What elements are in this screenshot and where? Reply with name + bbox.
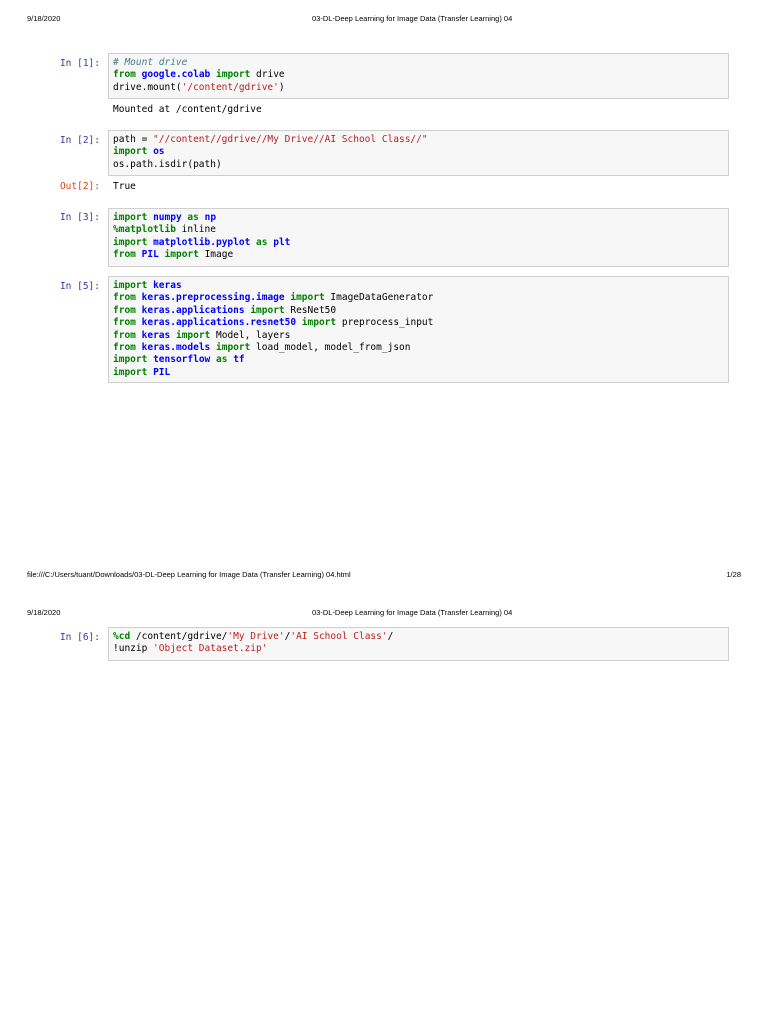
input-prompt: In [1]: <box>59 58 100 69</box>
code-token: import <box>113 146 148 158</box>
code-token: 'My Drive' <box>227 631 285 642</box>
code-token: import <box>113 280 148 291</box>
code-token: load_model, model_from_json <box>250 342 411 354</box>
print-title: 03-DL-Deep Learning for Image Data (Transfer Learning) 04 <box>312 608 513 617</box>
code-line <box>113 292 724 304</box>
code-token: PIL <box>141 249 159 261</box>
code-token: ImageDataGenerator <box>324 292 434 304</box>
code-token: 'Object Dataset.zip' <box>153 643 268 655</box>
code-token: import <box>113 354 148 366</box>
code-token: preprocess_input <box>336 317 434 329</box>
code-token: inline <box>175 224 216 236</box>
code-token: path = <box>113 134 154 145</box>
code-line <box>113 212 724 224</box>
code-token: import <box>164 249 199 261</box>
code-token: from <box>113 292 136 304</box>
code-token: / <box>387 631 394 642</box>
code-cell[interactable] <box>108 276 729 383</box>
code-token: /content/gdrive/ <box>130 631 228 642</box>
code-token: %matplotlib <box>113 224 176 236</box>
code-token: 'AI School Class' <box>290 631 388 642</box>
code-token: import <box>113 236 148 248</box>
code-token: as <box>187 212 199 223</box>
code-line <box>113 631 724 643</box>
code-line <box>113 305 724 317</box>
code-token: import <box>216 69 251 81</box>
code-token: tensorflow <box>153 354 211 366</box>
code-token: plt <box>273 236 291 248</box>
code-token: os.path.isdir(path) <box>113 158 222 170</box>
code-token: np <box>204 212 217 223</box>
code-token: numpy <box>153 212 182 223</box>
cell-output: Mounted at /content/gdrive <box>113 104 262 115</box>
code-token: ResNet50 <box>284 304 337 316</box>
output-prompt: Out[2]: <box>59 181 100 192</box>
code-line <box>113 342 724 354</box>
code-block <box>113 280 724 379</box>
code-token: import <box>216 342 251 354</box>
code-block <box>113 57 724 94</box>
code-token: # Mount drive <box>113 57 188 68</box>
code-token: ) <box>278 81 285 93</box>
code-token: keras <box>141 329 171 341</box>
code-cell[interactable] <box>108 627 729 661</box>
code-token: PIL <box>153 366 171 378</box>
print-page-number: 1/28 <box>726 570 741 579</box>
input-prompt: In [3]: <box>59 212 100 223</box>
code-cell[interactable] <box>108 130 729 176</box>
code-line <box>113 317 724 329</box>
code-cell[interactable] <box>108 208 729 267</box>
code-token: import <box>113 212 148 223</box>
code-token: from <box>113 317 136 329</box>
code-token: keras.models <box>141 342 211 354</box>
code-token: import <box>301 317 337 329</box>
code-token: drive <box>250 69 285 81</box>
code-token: from <box>113 69 136 81</box>
print-date: 9/18/2020 <box>27 608 61 617</box>
code-line <box>113 354 724 366</box>
input-prompt: In [2]: <box>59 135 100 146</box>
code-token: Image <box>198 249 234 261</box>
code-block <box>113 134 724 171</box>
code-block <box>113 212 724 262</box>
code-line <box>113 57 724 69</box>
code-line <box>113 134 724 146</box>
print-title: 03-DL-Deep Learning for Image Data (Transfer Learning) 04 <box>312 14 513 23</box>
code-token: tf <box>233 354 245 366</box>
code-line <box>113 224 724 236</box>
print-footer-path: file:///C:/Users/tuant/Downloads/03-DL-Deep Learning for Image Data (Transfer Learning) 04.html <box>27 570 351 579</box>
code-token: keras.applications <box>141 304 245 316</box>
code-line <box>113 82 724 94</box>
code-token: keras <box>153 280 182 291</box>
code-token: import <box>113 366 148 378</box>
code-token: "//content//gdrive//My Drive//AI School Class//" <box>153 134 428 145</box>
code-line <box>113 367 724 379</box>
code-line <box>113 330 724 342</box>
code-token: / <box>284 631 291 642</box>
code-token: import <box>175 329 211 341</box>
code-line <box>113 159 724 171</box>
print-date: 9/18/2020 <box>27 14 61 23</box>
code-line <box>113 146 724 158</box>
code-token: !unzip <box>113 643 154 655</box>
code-line <box>113 249 724 261</box>
code-token: %cd <box>113 631 131 642</box>
code-token: google.colab <box>141 69 211 81</box>
code-token: from <box>113 342 136 354</box>
code-token: '/content/gdrive' <box>181 81 279 93</box>
code-line <box>113 237 724 249</box>
code-token: from <box>113 304 136 316</box>
cell-output: True <box>113 181 136 192</box>
input-prompt: In [6]: <box>59 632 100 643</box>
code-token: os <box>153 146 165 158</box>
code-cell[interactable] <box>108 53 729 99</box>
code-token: import <box>290 292 325 304</box>
code-token: keras.preprocessing.image <box>141 292 285 304</box>
input-prompt: In [5]: <box>59 281 100 292</box>
code-token: as <box>216 354 228 366</box>
code-line <box>113 643 724 655</box>
code-line <box>113 280 724 292</box>
code-block <box>113 631 724 656</box>
code-token: from <box>113 329 136 341</box>
code-token: drive.mount( <box>113 81 182 93</box>
code-token: as <box>256 236 268 248</box>
code-token: keras.applications.resnet50 <box>141 317 297 329</box>
code-token: matplotlib.pyplot <box>153 236 251 248</box>
code-token: from <box>113 249 136 261</box>
code-token: Model, layers <box>210 329 291 341</box>
code-token: import <box>250 304 285 316</box>
code-line <box>113 69 724 81</box>
